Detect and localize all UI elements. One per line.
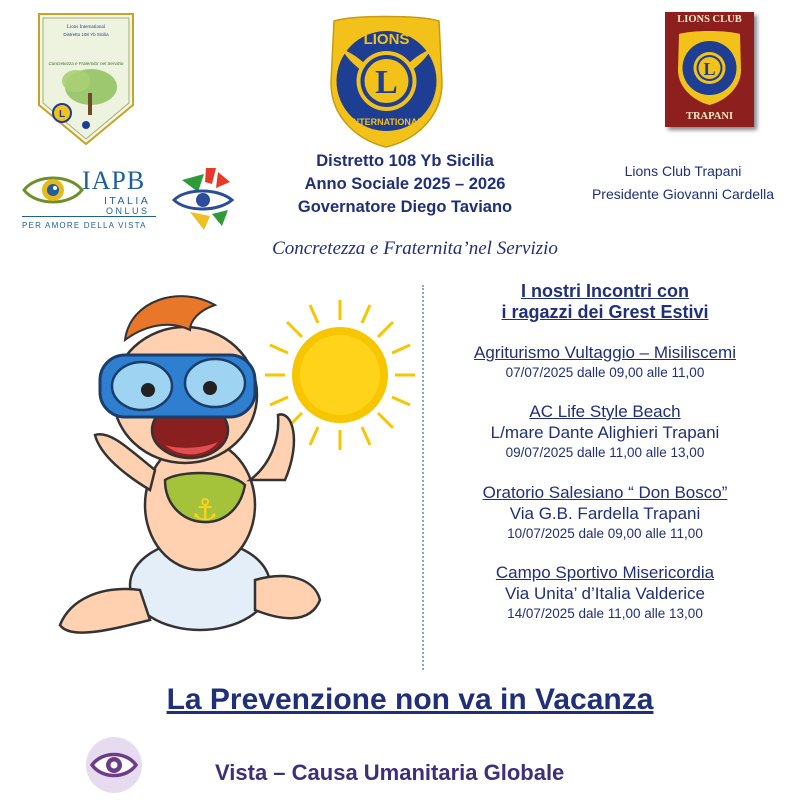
event-date: 07/07/2025 dalle 09,00 alle 11,00	[505, 365, 705, 380]
event-date: 09/07/2025 dalle 11,00 alle 13,00	[505, 445, 705, 460]
event-date: 10/07/2025 dale 09,00 alle 11,00	[507, 526, 703, 541]
list-item	[425, 482, 785, 544]
events-heading-line1: I nostri Incontri con	[520, 281, 689, 301]
event-address: L/mare Dante Alighieri Trapani	[490, 423, 720, 442]
event-venue: Campo Sportivo Misericordia	[495, 563, 715, 582]
iapb-logo	[22, 166, 156, 234]
badge-top-text: LIONS CLUB	[677, 14, 742, 25]
social-year: Anno Sociale 2025 – 2026	[304, 175, 506, 193]
event-venue: Agriturismo Vultaggio – Misiliscemi	[473, 343, 736, 362]
badge-logo-letter: L	[703, 59, 716, 79]
iapb-slogan: PER AMORE DELLA VISTA	[22, 221, 147, 230]
main-tagline: La Prevenzione non va in Vacanza	[166, 683, 654, 716]
eye-icon	[22, 170, 84, 210]
events-heading-line2: i ragazzi dei Grest Estivi	[501, 302, 709, 322]
svg-text:L: L	[58, 109, 66, 120]
baby-sun-illustration	[40, 280, 415, 670]
pennant-title: Lions International	[66, 25, 106, 30]
pennant-subtitle: Distretto 108 Yb Sicilia	[63, 32, 109, 37]
event-date: 14/07/2025 dale 11,00 alle 13,00	[507, 606, 703, 621]
governor-name: Governatore Diego Taviano	[297, 198, 513, 216]
club-president: Presidente Giovanni Cardella	[591, 186, 775, 202]
lions-logo-bottom-text: INTERNATIONAL	[350, 117, 423, 127]
lions-international-logo	[324, 13, 449, 148]
iapb-country: ITALIA	[104, 195, 151, 207]
iapb-onlus: ONLUS	[106, 206, 150, 216]
list-item	[425, 342, 785, 383]
event-venue: AC Life Style Beach	[529, 402, 681, 421]
district-info	[230, 150, 580, 219]
list-item	[425, 562, 785, 624]
event-address: Via G.B. Fardella Trapani	[509, 504, 701, 523]
badge-bottom-text: TRAPANI	[685, 111, 734, 122]
pennant-motto: Concretezza e Fraternita' nel Servizio	[48, 61, 124, 66]
motto: Concretezza e Fraternita’nel Servizio	[272, 238, 558, 259]
iapb-name: IAPB	[82, 166, 146, 195]
event-venue: Oratorio Salesiano “ Don Bosco”	[482, 483, 728, 502]
district-pennant	[38, 13, 134, 145]
district-name: Distretto 108 Yb Sicilia	[316, 152, 494, 170]
list-item	[425, 401, 785, 463]
club-name: Lions Club Trapani	[624, 163, 742, 179]
events-list	[425, 281, 785, 624]
lions-logo-top-text: LIONS	[363, 31, 410, 48]
vision-eye-icon	[84, 735, 144, 795]
lions-club-trapani-badge	[665, 12, 754, 127]
footer-cause: Vista – Causa Umanitaria Globale	[215, 760, 565, 785]
goggles-icon	[100, 355, 255, 417]
anchor-icon: ⚓	[191, 493, 219, 528]
column-divider	[422, 285, 424, 670]
club-info	[568, 160, 794, 206]
lions-logo-letter: L	[375, 64, 398, 101]
event-address: Via Unita’ d’Italia Valderice	[504, 584, 705, 603]
